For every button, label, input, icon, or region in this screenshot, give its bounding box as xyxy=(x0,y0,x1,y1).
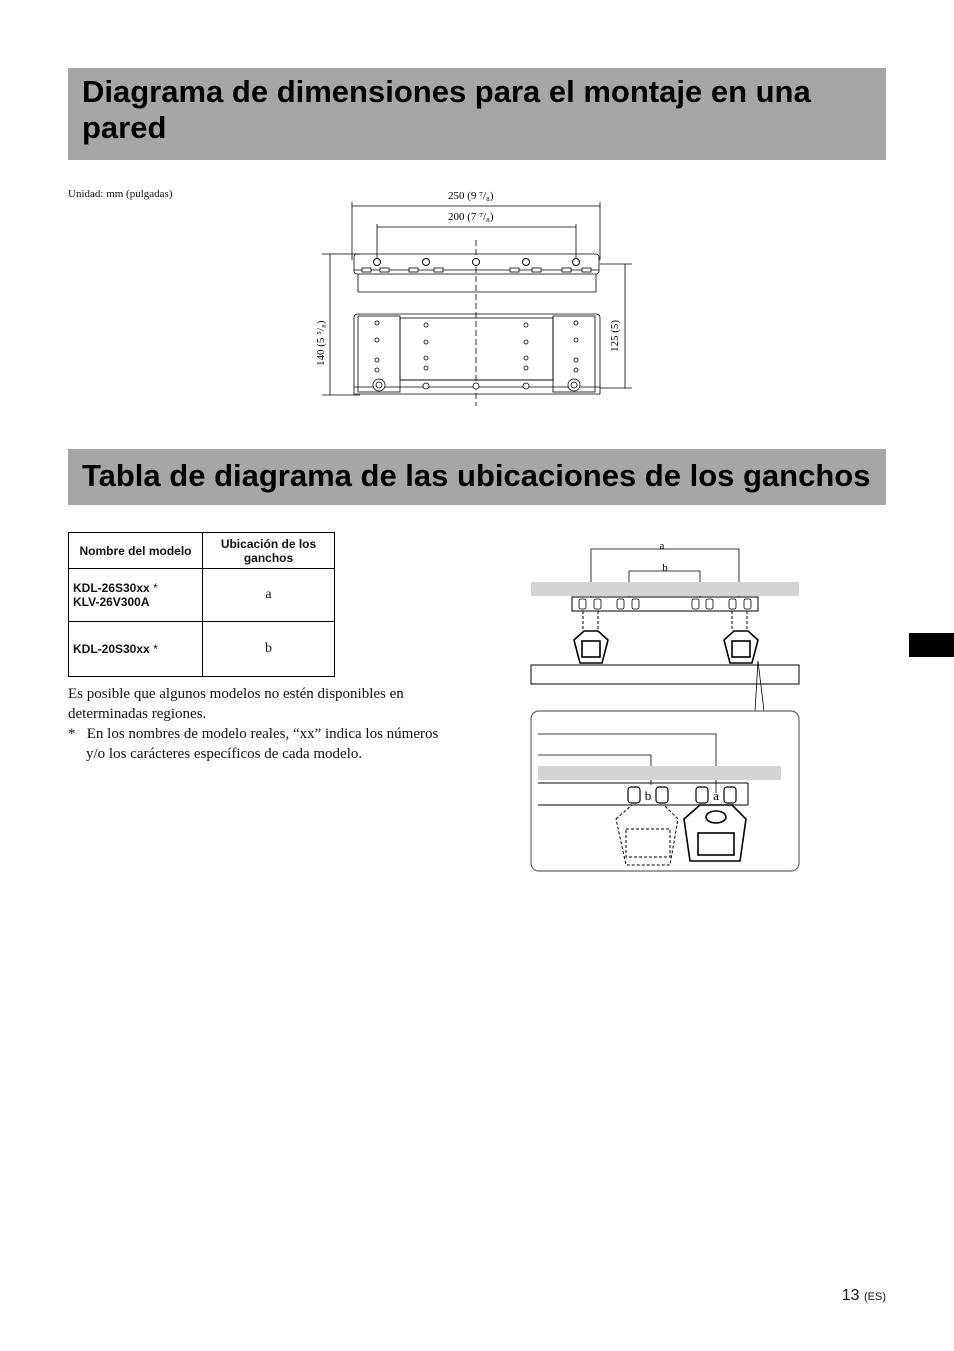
hook-location-diagram xyxy=(528,535,804,875)
model-name-cell: KDL-20S30xx * xyxy=(69,622,203,677)
availability-note: Es posible que algunos modelos no estén disponibles en determinadas regiones. xyxy=(68,686,404,722)
model-name-cell: KDL-26S30xx * KLV-26V300A xyxy=(69,569,203,622)
table-row xyxy=(69,569,335,622)
table-row xyxy=(69,622,335,677)
label-a-zoom: a xyxy=(713,788,719,803)
hook-location-table xyxy=(68,532,335,677)
section-title-dimensions: Diagrama de dimensiones para el montaje en una pared xyxy=(68,68,886,160)
section-title-hooks: Tabla de diagrama de las ubicaciones de los ganchos xyxy=(68,449,886,505)
table-header-model: Nombre del modelo xyxy=(69,533,203,569)
dim-width-inner: 200 (7 ⁷/₈) xyxy=(448,211,494,223)
dim-height-outer: 140 (5 ⁵/₈) xyxy=(315,320,327,366)
dim-height-inner: 125 (5) xyxy=(609,319,621,352)
label-b-zoom: b xyxy=(644,788,652,803)
footnote: * En los nombres de modelo reales, “xx” indica los números y/o los carácteres específicos de cada modelo. xyxy=(68,726,439,762)
unit-note: Unidad: mm (pulgadas) xyxy=(68,188,173,200)
notes xyxy=(68,684,458,764)
label-b-top: b xyxy=(662,562,668,574)
dim-width-outer: 250 (9 ⁷/₈) xyxy=(448,190,494,202)
hook-location-cell: a xyxy=(203,569,335,622)
page-number: 13 (ES) xyxy=(841,1287,886,1304)
label-a-top: a xyxy=(659,540,665,552)
wall-mount-dimension-diagram xyxy=(300,180,660,410)
language-tab-marker xyxy=(909,633,954,657)
table-header-location: Ubicación de los ganchos xyxy=(203,533,335,569)
hook-location-cell: b xyxy=(203,622,335,677)
